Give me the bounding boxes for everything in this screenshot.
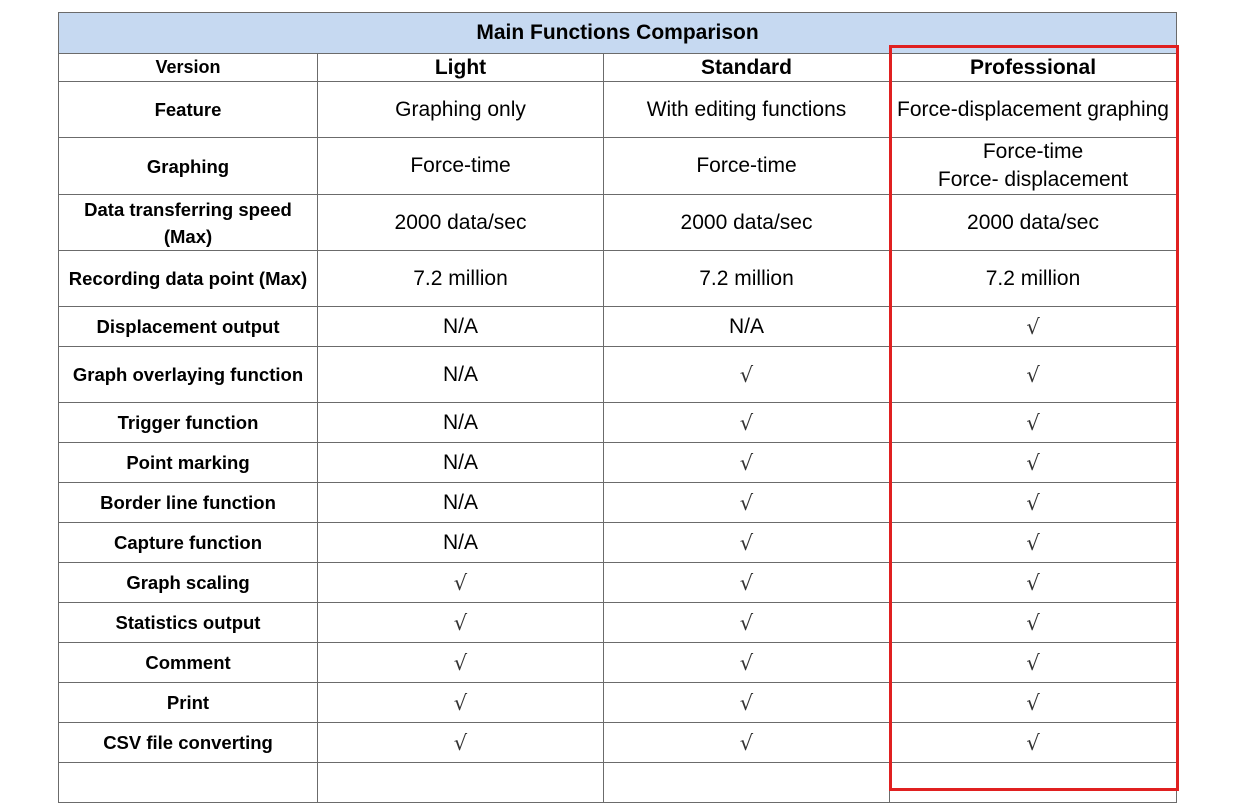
row-label: Displacement output [59, 307, 318, 347]
row-label: Recording data point (Max) [59, 251, 318, 307]
cell-standard: √ [604, 563, 890, 603]
row-label: Border line function [59, 483, 318, 523]
header-professional: Professional [890, 54, 1177, 82]
cell-professional: √ [890, 443, 1177, 483]
row-label: Capture function [59, 523, 318, 563]
cell-light: N/A [318, 523, 604, 563]
row-label: Trigger function [59, 403, 318, 443]
cell-standard: √ [604, 443, 890, 483]
table-row [59, 523, 1177, 563]
cell-standard: √ [604, 683, 890, 723]
cell-professional: √ [890, 307, 1177, 347]
table-row [59, 195, 1177, 251]
cell-professional: Force-displacement graphing [890, 82, 1177, 138]
cell-light: N/A [318, 483, 604, 523]
cell-standard: √ [604, 347, 890, 403]
row-label [59, 763, 318, 803]
cell-standard: N/A [604, 307, 890, 347]
cell-standard: Force-time [604, 138, 890, 195]
cell-light: Graphing only [318, 82, 604, 138]
row-label: Graph overlaying function [59, 347, 318, 403]
cell-professional: √ [890, 683, 1177, 723]
table-row [59, 443, 1177, 483]
table-row [59, 603, 1177, 643]
cell-professional: Force-time Force- displacement [890, 138, 1177, 195]
row-label: Statistics output [59, 603, 318, 643]
cell-light: N/A [318, 403, 604, 443]
cell-standard: √ [604, 483, 890, 523]
cell-professional: √ [890, 403, 1177, 443]
cell-standard: √ [604, 403, 890, 443]
row-label: Comment [59, 643, 318, 683]
cell-professional: √ [890, 523, 1177, 563]
cell-light: √ [318, 563, 604, 603]
cell-professional: √ [890, 723, 1177, 763]
cell-light: Force-time [318, 138, 604, 195]
cell-professional: √ [890, 563, 1177, 603]
cell-professional [890, 763, 1177, 803]
cell-light: √ [318, 723, 604, 763]
cell-standard: √ [604, 523, 890, 563]
cell-standard [604, 763, 890, 803]
comparison-table [58, 12, 1177, 803]
table-title: Main Functions Comparison [59, 13, 1177, 54]
cell-professional: 2000 data/sec [890, 195, 1177, 251]
table-row [59, 307, 1177, 347]
table-row [59, 251, 1177, 307]
cell-professional: √ [890, 643, 1177, 683]
cell-light: N/A [318, 443, 604, 483]
row-label: Point marking [59, 443, 318, 483]
cell-standard: √ [604, 643, 890, 683]
table-row [59, 483, 1177, 523]
cell-light: 7.2 million [318, 251, 604, 307]
row-label: Graph scaling [59, 563, 318, 603]
table-row [59, 563, 1177, 603]
table-row [59, 82, 1177, 138]
row-label: Data transferring speed (Max) [59, 195, 318, 251]
cell-professional: √ [890, 603, 1177, 643]
cell-standard: 2000 data/sec [604, 195, 890, 251]
header-light: Light [318, 54, 604, 82]
row-label: Print [59, 683, 318, 723]
table-row [59, 347, 1177, 403]
table-row [59, 763, 1177, 803]
table-row [59, 723, 1177, 763]
row-label: Feature [59, 82, 318, 138]
table-row [59, 138, 1177, 195]
cell-light: N/A [318, 347, 604, 403]
cell-professional: 7.2 million [890, 251, 1177, 307]
cell-standard: 7.2 million [604, 251, 890, 307]
cell-light: √ [318, 603, 604, 643]
cell-standard: With editing functions [604, 82, 890, 138]
header-row [59, 54, 1177, 82]
cell-professional: √ [890, 483, 1177, 523]
row-label: CSV file converting [59, 723, 318, 763]
cell-light [318, 763, 604, 803]
header-version: Version [59, 54, 318, 82]
cell-standard: √ [604, 723, 890, 763]
table-row [59, 403, 1177, 443]
table-row [59, 683, 1177, 723]
cell-light: √ [318, 683, 604, 723]
row-label: Graphing [59, 138, 318, 195]
table-row [59, 643, 1177, 683]
header-standard: Standard [604, 54, 890, 82]
cell-light: 2000 data/sec [318, 195, 604, 251]
cell-professional: √ [890, 347, 1177, 403]
cell-light: √ [318, 643, 604, 683]
cell-light: N/A [318, 307, 604, 347]
cell-standard: √ [604, 603, 890, 643]
